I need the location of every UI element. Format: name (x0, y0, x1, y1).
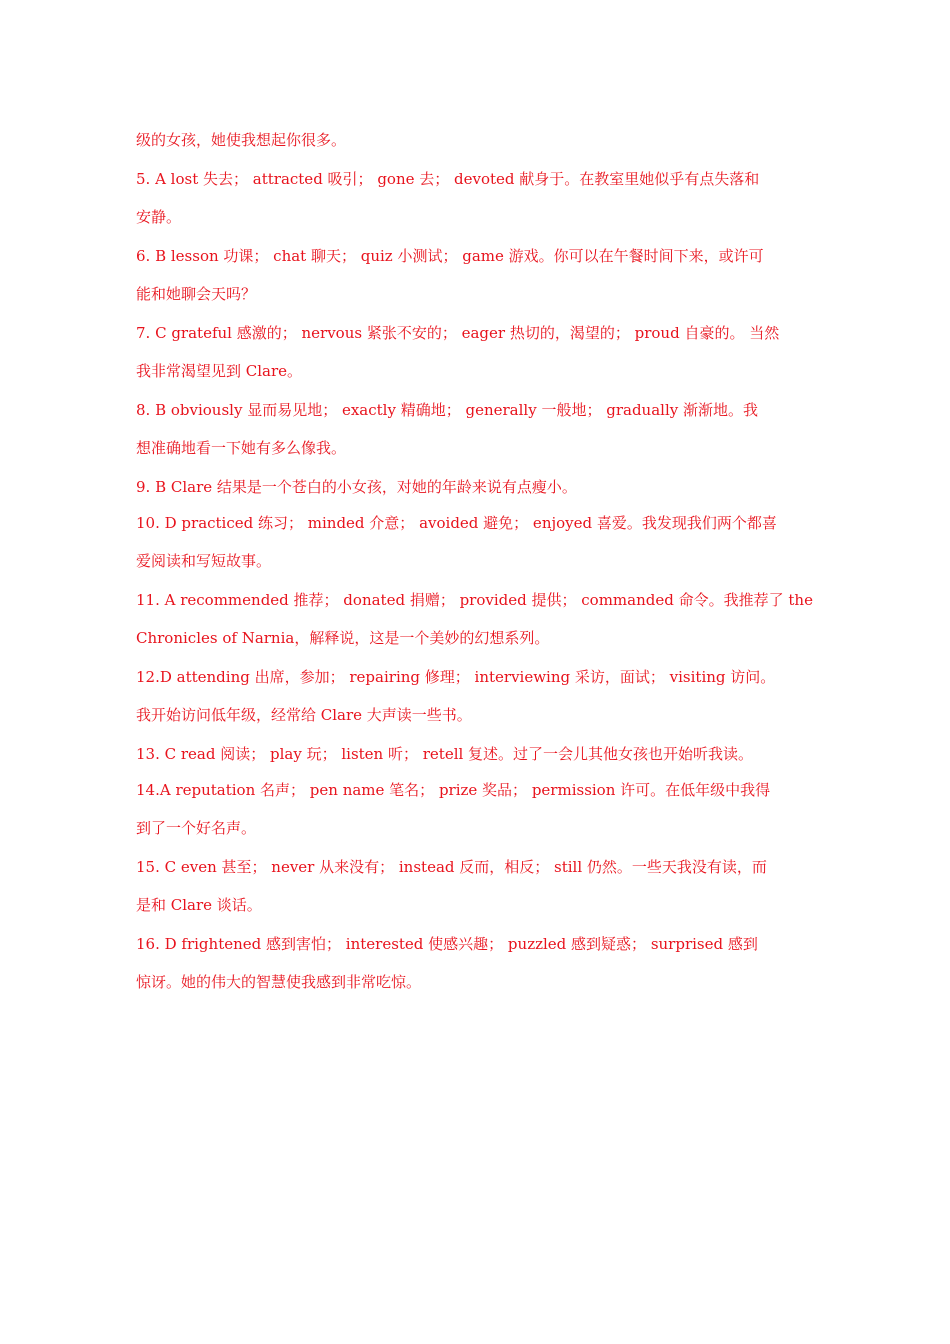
answer-explanations (136, 120, 816, 1003)
answer-12-line-2: 我开始访问低年级，经常给 Clare 大声读一些书。 (136, 706, 472, 724)
answer-11-line-2: Chronicles of Narnia，解释说，这是一个美妙的幻想系列。 (136, 629, 550, 647)
answer-8-line-1: 8. B obviously 显而易见地； exactly 精确地； generally 一般地； gradually 渐渐地。我 (136, 401, 758, 419)
answer-6-line-2: 能和她聊会天吗？ (136, 285, 257, 303)
answer-10-line-1: 10. D practiced 练习； minded 介意； avoided 避免； enjoyed 喜爱。我发现我们两个都喜 (136, 514, 777, 532)
answer-13-line-1: 13. C read 阅读； play 玩； listen 听； retell 复述。过了一会儿其他女孩也开始听我读。 (136, 745, 754, 763)
answer-14-line-1: 14.A reputation 名声； pen name 笔名； prize 奖品； permission 许可。在低年级中我得 (136, 781, 771, 799)
answer-9-line-1: 9. B Clare 结果是一个苍白的小女孩，对她的年龄来说有点瘦小。 (136, 478, 577, 496)
answer-5-line-1: 5. A lost 失去； attracted 吸引； gone 去； devoted 献身于。在教室里她似乎有点失落和 (136, 170, 760, 188)
answer-5-line-2: 安静。 (136, 208, 182, 226)
answer-6-line-1: 6. B lesson 功课； chat 聊天； quiz 小测试； game 游戏。你可以在午餐时间下来，或许可 (136, 247, 764, 265)
text-line-continuation: 级的女孩，她使我想起你很多。 (136, 131, 347, 149)
answer-7-line-2: 我非常渴望见到 Clare。 (136, 362, 303, 380)
answer-15-line-2: 是和 Clare 谈话。 (136, 896, 262, 914)
answer-16-line-2: 惊讶。她的伟大的智慧使我感到非常吃惊。 (136, 973, 422, 991)
answer-10-line-2: 爱阅读和写短故事。 (136, 552, 272, 570)
answer-16-line-1: 16. D frightened 感到害怕； interested 使感兴趣； puzzled 感到疑惑； surprised 感到 (136, 935, 758, 953)
answer-15-line-1: 15. C even 甚至； never 从来没有； instead 反而，相反； still 仍然。一些天我没有读，而 (136, 858, 767, 876)
answer-14-line-2: 到了一个好名声。 (136, 819, 257, 837)
answer-8-line-2: 想准确地看一下她有多么像我。 (136, 439, 347, 457)
answer-11-line-1: 11. A recommended 推荐； donated 捐赠； provided 提供； commanded 命令。我推荐了 the (136, 591, 813, 609)
answer-7-line-1: 7. C grateful 感激的； nervous 紧张不安的； eager 热切的，渴望的； proud 自豪的。 当然 (136, 324, 780, 342)
answer-12-line-1: 12.D attending 出席，参加； repairing 修理； interviewing 采访，面试； visiting 访问。 (136, 668, 776, 686)
